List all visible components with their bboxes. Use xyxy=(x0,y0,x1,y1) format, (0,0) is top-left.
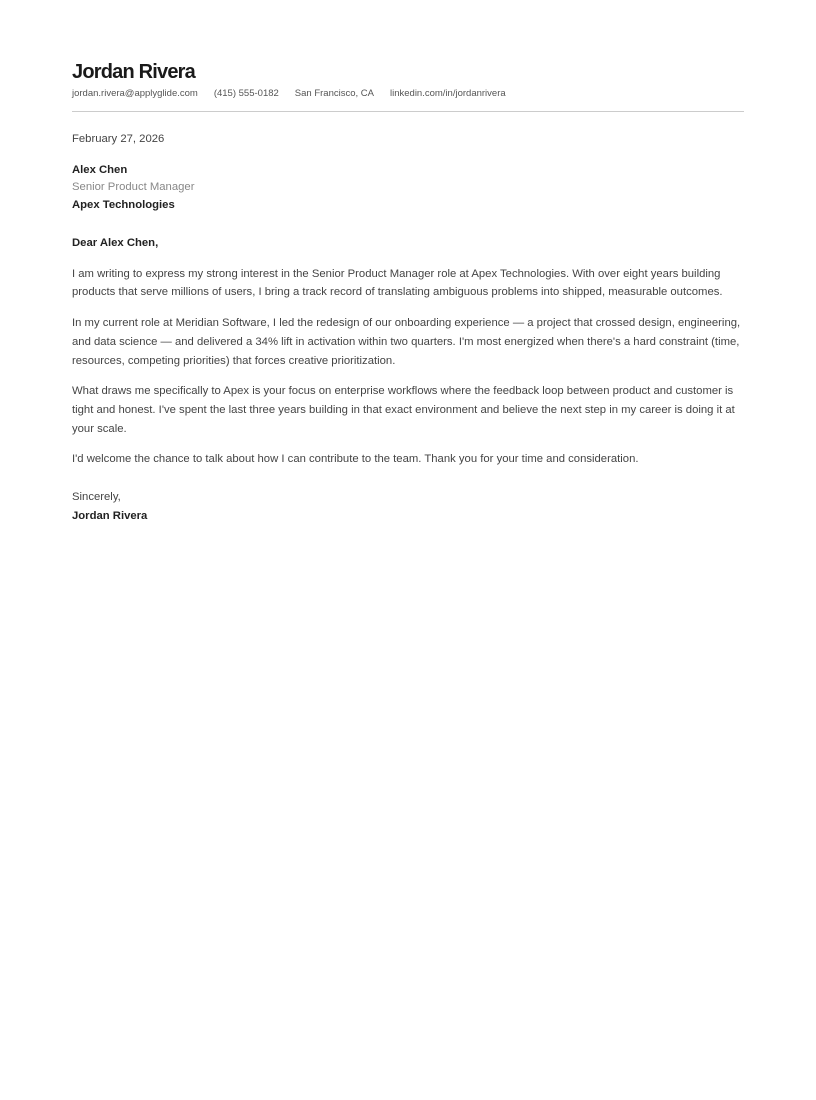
closing-phrase: Sincerely, xyxy=(72,491,121,504)
recipient-name: Alex Chen xyxy=(72,164,128,177)
header-divider xyxy=(72,111,744,112)
letter-header xyxy=(72,60,744,112)
recipient-title: Senior Product Manager xyxy=(72,181,195,194)
recipient-company: Apex Technologies xyxy=(72,198,175,211)
sender-location: San Francisco, CA xyxy=(294,88,374,99)
sender-linkedin: linkedin.com/in/jordanrivera xyxy=(390,88,506,99)
recipient-block xyxy=(72,162,744,214)
paragraph-why-apex: What draws me specifically to Apex is your focus on enterprise workflows where the feedback loop between product and customer is tight and honest. I've spent the last three years building in that exact environment and believe the next step in my career is doing it at your scale. xyxy=(72,385,735,435)
sender-name: Jordan Rivera xyxy=(72,61,195,83)
closing-block xyxy=(72,488,744,525)
paragraph-call-to-action: I'd welcome the chance to talk about how I can contribute to the team. Thank you for your time and consideration. xyxy=(72,453,639,466)
salutation: Dear Alex Chen, xyxy=(72,236,159,249)
letter-date: February 27, 2026 xyxy=(72,133,165,146)
sender-phone: (415) 555-0182 xyxy=(213,88,279,99)
sender-email: jordan.rivera@applyglide.com xyxy=(72,88,198,99)
signature-name: Jordan Rivera xyxy=(72,509,148,522)
cover-letter-page xyxy=(0,0,816,525)
contact-row xyxy=(72,88,744,99)
paragraph-current-role: In my current role at Meridian Software, I led the redesign of our onboarding experience — a project that crossed design, engineering, and data science — and delivered a 34% lift in activation within two quarters. I'm most energized when there's a hard constraint (time, resources, competing priorities) that forces creative prioritization. xyxy=(72,317,741,367)
paragraph-intro: I am writing to express my strong interest in the Senior Product Manager role at Apex Technologies. With over eight years building products that serve millions of users, I bring a track record of translating ambiguous problems into shipped, measurable outcomes. xyxy=(72,267,723,299)
